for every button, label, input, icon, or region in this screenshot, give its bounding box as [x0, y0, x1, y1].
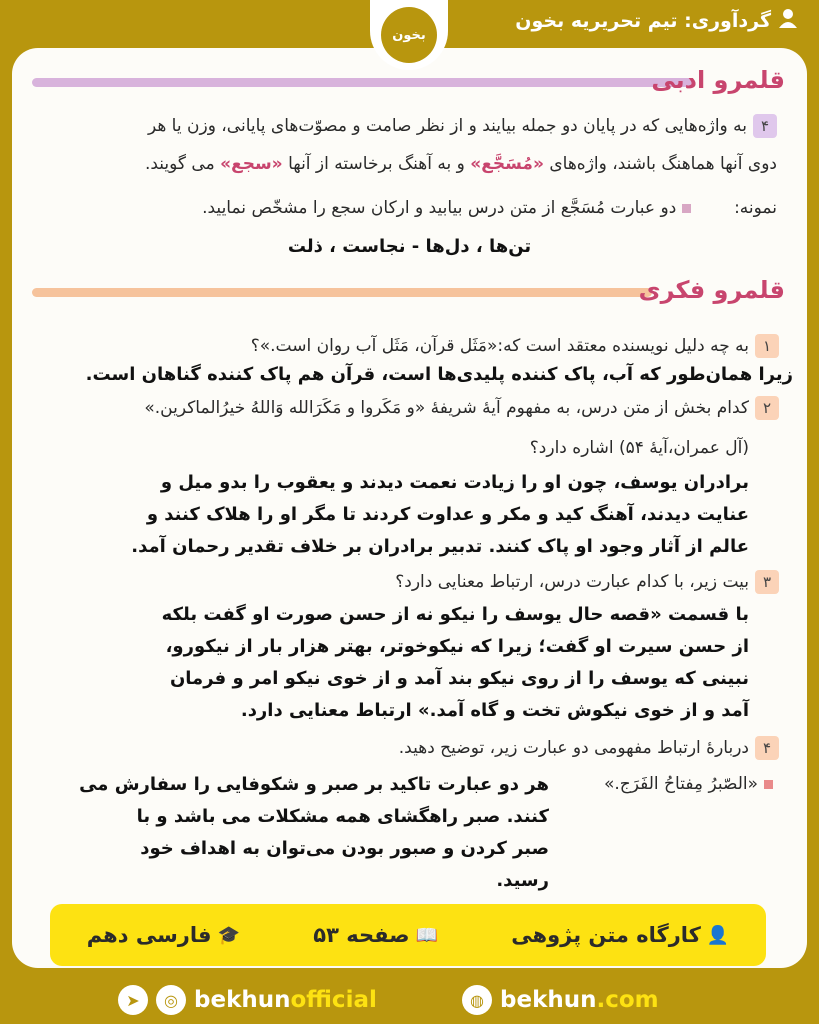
a3-line3: نبینی که یوسف را از روی نیکو بند آمد و از خوی نیکو امر و فرمان: [169, 668, 749, 689]
subject-label: فارسی دهم: [86, 923, 212, 947]
sample-line: [42, 198, 777, 218]
bullet-square-icon: [682, 204, 691, 213]
question-number: ۱: [755, 334, 779, 358]
graduation-cap-icon: 🎓: [217, 924, 240, 946]
literary-title-bar: [32, 78, 692, 87]
book-icon: 📖: [415, 924, 438, 946]
question-number: ۲: [755, 396, 779, 420]
question-number: ۴: [755, 736, 779, 760]
a2-line1: برادران یوسف، چون او را زیادت نعمت دیدند و یعقوب را بدو میل و: [160, 472, 749, 493]
content-card: [12, 48, 807, 968]
literary-q2a: دوی آنها هماهنگ باشند، واژه‌های: [549, 154, 777, 174]
sample-label: نمونه:: [734, 198, 777, 218]
literary-question-line1: [42, 114, 777, 138]
credit-text: گردآوری: تیم تحریریه بخون: [515, 9, 771, 32]
site-part-a: bekhun: [500, 987, 597, 1013]
workshop-item: [511, 923, 729, 947]
literary-answer: تن‌ها ، دل‌ها - نجاست ، ذلت: [287, 236, 532, 257]
q4-quote: «الصّبرُ مِفتاحُ الفَرَج.»: [603, 774, 758, 794]
q2-line1: [42, 396, 779, 420]
literary-question-text: به واژه‌هایی که در پایان دو جمله بیایند و از نظر صامت و مصوّت‌های پایانی، وزن یا هر: [147, 116, 747, 136]
sample-text: دو عبارت مُسَجَّع از متن درس بیابید و ارکان سجع را مشخّص نمایید.: [202, 198, 677, 218]
a1: زیرا همان‌طور که آب، پاک کننده پلیدی‌ها است، قرآن هم پاک کننده گناهان است.: [85, 364, 793, 385]
globe-icon: ◍: [462, 985, 492, 1015]
instagram-icon: ◎: [156, 985, 186, 1015]
page-label: صفحه ۵۳: [313, 923, 410, 947]
logo-text: بخون: [381, 7, 437, 63]
literary-title: قلمرو ادبی: [651, 66, 785, 94]
term-mosajja: «مُسَجَّع»: [470, 154, 544, 174]
a3-line1: با قسمت «قصه حال یوسف را نیکو نه از حسن صورت او گفت بلکه: [161, 604, 749, 625]
question-number: ۳: [755, 570, 779, 594]
q2-line2: (آل عمران،آیهٔ ۵۴) اشاره دارد؟: [529, 438, 749, 458]
user-icon: [779, 8, 797, 33]
a3-line2: از حسن سیرت او گفت؛ زیرا که نیکوخوتر، بهتر هزار بار از نیکورو،: [165, 636, 749, 657]
q2-text-1: کدام بخش از متن درس، به مفهوم آیهٔ شریفهٔ «و مَکَروا و مَکَرَالله وَاللهُ خیرُالماکرین.»: [144, 398, 749, 418]
a2-line3: عالم از آثار وجود او پاک کنند. تدبیر برادران بر خلاف تقدیر رحمان آمد.: [131, 536, 749, 557]
q1-line: [42, 334, 779, 358]
handle-part-b: official: [290, 987, 377, 1013]
book-info-box: [50, 904, 766, 966]
a4-line3: صبر کردن و صبور بودن می‌توان به اهداف خود: [140, 838, 549, 859]
q3-line: [42, 570, 779, 594]
workshop-label: کارگاه متن پژوهی: [511, 923, 701, 947]
student-icon: 👤: [706, 924, 730, 946]
a2-line2: عنایت دیدند، آهنگ کید و مکر و عداوت کردند تا مگر او را هلاک کنند و: [146, 504, 749, 525]
literary-q2b: و به آهنگ برخاسته از آنها: [288, 154, 465, 174]
term-saja: «سجع»: [220, 154, 283, 174]
q3-text: بیت زیر، با کدام عبارت درس، ارتباط معنایی دارد؟: [395, 572, 749, 592]
telegram-icon: ➤: [118, 985, 148, 1015]
q1-text: به چه دلیل نویسنده معتقد است که:«مَثَل قرآن، مَثَل آب روان است.»؟: [250, 336, 749, 356]
a4-line4: رسید.: [496, 870, 549, 891]
website-link[interactable]: [462, 985, 659, 1015]
credit-line: [515, 8, 797, 33]
page-item: [313, 923, 438, 947]
a4-line2: کنند. صبر راهگشای همه مشکلات می باشد و با: [136, 806, 549, 827]
q4-text: دربارهٔ ارتباط مفهومی دو عبارت زیر، توضیح دهید.: [398, 738, 749, 758]
intellectual-title-bar: [32, 288, 652, 297]
intellectual-title: قلمرو فکری: [638, 276, 785, 304]
site-part-b: .com: [596, 987, 659, 1013]
handle-part-a: bekhun: [194, 987, 291, 1013]
literary-q2c: می گویند.: [144, 154, 215, 174]
bullet-square-icon: [764, 780, 773, 789]
literary-question-line2: [42, 154, 777, 174]
social-handle[interactable]: [118, 985, 377, 1015]
a3-line4: آمد و از خوی نیکوش تخت و گاه آمد.» ارتباط معنایی دارد.: [240, 700, 749, 721]
question-number: ۴: [753, 114, 777, 138]
subject-item: [87, 923, 240, 947]
q4-line: [42, 736, 779, 760]
a4-line1: هر دو عبارت تاکید بر صبر و شکوفایی را سفارش می: [79, 774, 549, 795]
